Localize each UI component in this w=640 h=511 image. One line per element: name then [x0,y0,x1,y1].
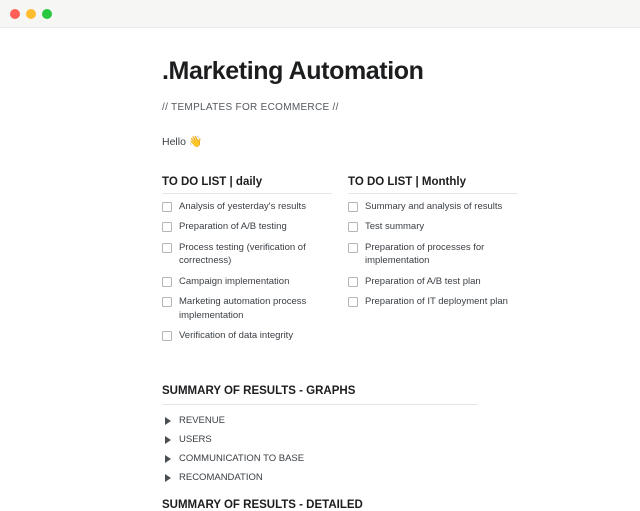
waving-hand-icon: 👋 [188,136,203,148]
list-item[interactable] [162,241,348,269]
todo-label: Verification of data integrity [179,329,294,341]
checkbox-icon[interactable] [162,222,172,232]
list-item[interactable] [162,453,580,464]
window-titlebar [0,0,640,28]
detailed-heading: SUMMARY OF RESULTS - DETAILED [162,499,363,511]
page-subtitle[interactable]: // TEMPLATES FOR ECOMMERCE // [162,102,339,113]
checkbox-icon[interactable] [162,202,172,212]
toggle-label: COMMUNICATION TO BASE [179,453,305,465]
todo-label: Analysis of yesterday's results [179,201,306,212]
checkbox-icon[interactable] [162,243,172,253]
todo-label: Test summary [365,221,425,233]
todo-label: Marketing automation process implementation [179,295,307,321]
page-title[interactable]: .Marketing Automation [162,57,424,85]
greeting-text: Hello [162,136,186,148]
todo-columns [162,176,580,349]
checkbox-icon[interactable] [162,331,172,341]
close-button-icon[interactable] [10,9,20,19]
todo-daily-heading: TO DO LIST | daily [162,176,332,194]
chevron-right-icon[interactable] [165,436,171,444]
list-item[interactable] [348,295,534,309]
todo-daily-list [162,200,348,343]
list-item[interactable] [162,415,580,426]
greeting-line[interactable] [162,135,580,148]
graphs-heading: SUMMARY OF RESULTS - GRAPHS [162,385,478,405]
zoom-button-icon[interactable] [42,9,52,19]
list-item[interactable] [162,434,580,445]
window-controls [10,9,52,19]
list-item[interactable] [162,275,348,289]
todo-monthly-heading: TO DO LIST | Monthly [348,176,518,194]
toggle-label: RECOMANDATION [179,472,263,484]
todo-label: Preparation of A/B test plan [365,275,481,287]
document-content [0,28,640,511]
list-item[interactable] [162,329,348,343]
list-item[interactable] [162,295,348,323]
chevron-right-icon[interactable] [165,417,171,425]
checkbox-icon[interactable] [348,243,358,253]
checkbox-icon[interactable] [348,202,358,212]
todo-label: Preparation of IT deployment plan [365,295,508,307]
todo-label: Campaign implementation [179,275,290,287]
todo-label: Process testing (verification of correctness) [179,241,306,267]
list-item[interactable] [162,200,348,214]
todo-label: Preparation of processes for implementation [365,241,485,267]
checkbox-icon[interactable] [348,297,358,307]
todo-label: Preparation of A/B testing [179,221,287,233]
list-item[interactable] [162,220,348,234]
todo-daily-column [162,176,348,349]
document-scroll-area[interactable] [0,28,640,511]
graphs-toggle-list [162,415,580,483]
minimize-button-icon[interactable] [26,9,36,19]
list-item[interactable] [348,200,534,214]
list-item[interactable] [162,472,580,483]
toggle-label: REVENUE [179,415,225,427]
toggle-label: USERS [179,434,212,446]
todo-monthly-column [348,176,534,349]
checkbox-icon[interactable] [348,222,358,232]
list-item[interactable] [348,275,534,289]
chevron-right-icon[interactable] [165,474,171,482]
chevron-right-icon[interactable] [165,455,171,463]
list-item[interactable] [348,241,534,269]
todo-monthly-list [348,200,534,309]
list-item[interactable] [348,220,534,234]
checkbox-icon[interactable] [348,277,358,287]
todo-label: Summary and analysis of results [365,201,503,212]
checkbox-icon[interactable] [162,277,172,287]
checkbox-icon[interactable] [162,297,172,307]
graphs-section [162,385,580,511]
